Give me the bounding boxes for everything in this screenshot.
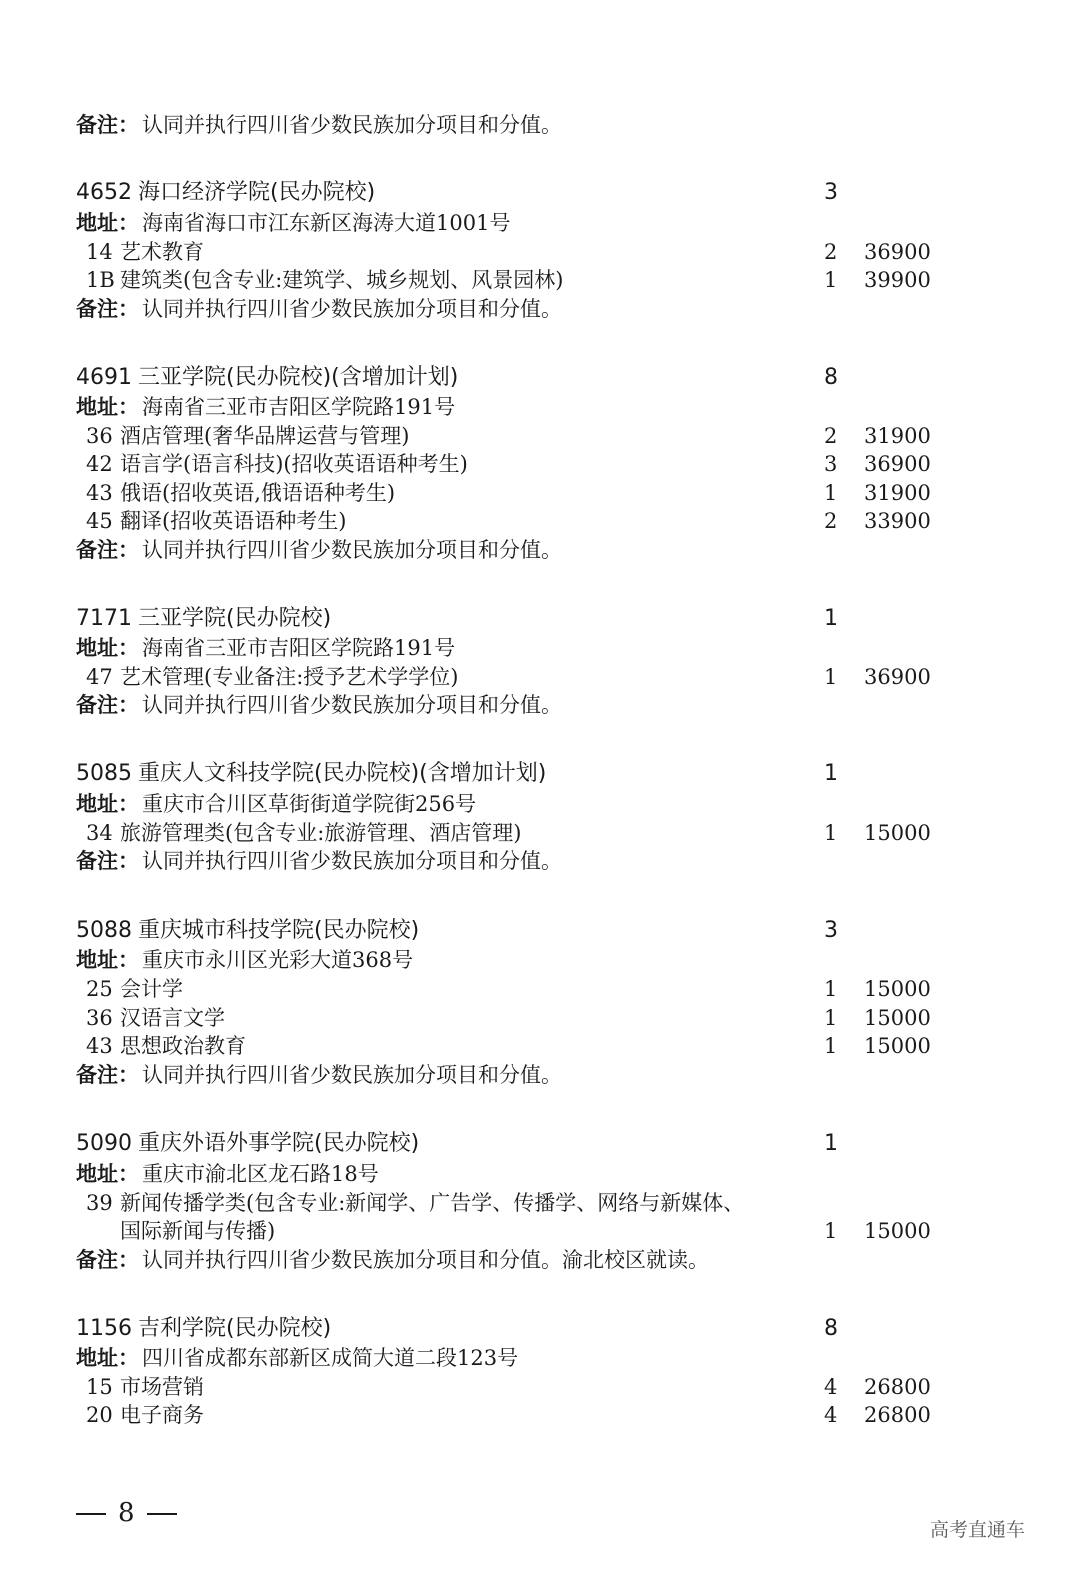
- address-label: 地址：: [76, 1345, 139, 1370]
- school-address: [0, 1159, 1080, 1189]
- major-code: 25: [86, 977, 113, 1001]
- address-text: 重庆市合川区草街街道学院街256号: [142, 792, 477, 816]
- major-tuition: 36900: [864, 665, 931, 689]
- major-code: 34: [86, 821, 113, 845]
- major-row: [0, 974, 1080, 1004]
- school-note: [0, 846, 1080, 876]
- note-text: 认同并执行四川省少数民族加分项目和分值。: [142, 113, 562, 137]
- major-tuition: 36900: [864, 452, 931, 476]
- major-name: 建筑类(包含专业:建筑学、城乡规划、风景园林): [120, 268, 564, 292]
- school-note: [0, 110, 1080, 140]
- major-code: 42: [86, 452, 113, 476]
- school-address: [0, 1343, 1080, 1373]
- major-code: 43: [86, 481, 113, 505]
- major-name: 思想政治教育: [120, 1034, 246, 1058]
- note-text: 认同并执行四川省少数民族加分项目和分值。: [142, 849, 562, 873]
- major-code: 45: [86, 509, 113, 533]
- address-text: 重庆市永川区光彩大道368号: [142, 948, 414, 972]
- note-label: 备注：: [76, 112, 139, 137]
- school-address: [0, 633, 1080, 663]
- major-plan-count: 1: [824, 977, 838, 1001]
- major-tuition: 15000: [864, 1006, 931, 1030]
- school-address: [0, 789, 1080, 819]
- major-plan-count: 1: [824, 481, 838, 505]
- major-name: 市场营销: [120, 1375, 204, 1399]
- school-address: [0, 208, 1080, 238]
- major-code: 39: [86, 1191, 113, 1215]
- major-row: [0, 1216, 1080, 1246]
- major-plan-count: 1: [824, 1034, 838, 1058]
- page-number: [76, 1493, 177, 1533]
- major-code: 20: [86, 1403, 113, 1427]
- major-plan-count: 4: [824, 1403, 838, 1427]
- major-row: [0, 506, 1080, 536]
- major-name: 电子商务: [120, 1403, 204, 1427]
- major-tuition: 15000: [864, 821, 931, 845]
- major-plan-count: 1: [824, 268, 838, 292]
- note-label: 备注：: [76, 537, 139, 562]
- major-row: [0, 1372, 1080, 1402]
- school-header: [0, 1129, 1080, 1159]
- address-label: 地址：: [76, 791, 139, 816]
- major-tuition: 15000: [864, 977, 931, 1001]
- note-text: 认同并执行四川省少数民族加分项目和分值。渝北校区就读。: [142, 1248, 709, 1272]
- school-header: [0, 363, 1080, 393]
- major-plan-count: 2: [824, 240, 838, 264]
- school-plan-count: 1: [824, 761, 838, 786]
- school-plan-count: 8: [824, 1316, 838, 1341]
- school-plan-count: 8: [824, 365, 838, 390]
- address-label: 地址：: [76, 394, 139, 419]
- major-tuition: 15000: [864, 1219, 931, 1243]
- major-code: 14: [86, 240, 113, 264]
- page-number-value: 8: [118, 1498, 135, 1528]
- school-name: 三亚学院(民办院校)(含增加计划): [138, 365, 459, 390]
- major-row: [0, 1188, 1080, 1218]
- note-label: 备注：: [76, 296, 139, 321]
- major-name: 俄语(招收英语,俄语语种考生): [120, 481, 396, 505]
- address-label: 地址：: [76, 635, 139, 660]
- major-plan-count: 3: [824, 452, 838, 476]
- watermark-text: 高考直通车: [930, 1519, 1026, 1541]
- school-code: 5088: [76, 918, 132, 943]
- school-note: [0, 1060, 1080, 1090]
- major-row: [0, 662, 1080, 692]
- school-header: [0, 604, 1080, 634]
- school-code: 5090: [76, 1131, 132, 1156]
- note-label: 备注：: [76, 1247, 139, 1272]
- major-row: [0, 265, 1080, 295]
- major-plan-count: 2: [824, 509, 838, 533]
- school-plan-count: 3: [824, 918, 838, 943]
- major-name: 汉语言文学: [120, 1006, 225, 1030]
- major-name: 酒店管理(奢华品牌运营与管理): [120, 424, 410, 448]
- major-code: 36: [86, 1006, 113, 1030]
- address-label: 地址：: [76, 1161, 139, 1186]
- major-code: 1B: [86, 268, 115, 292]
- school-name: 重庆城市科技学院(民办院校): [138, 918, 420, 943]
- note-text: 认同并执行四川省少数民族加分项目和分值。: [142, 1063, 562, 1087]
- major-plan-count: 4: [824, 1375, 838, 1399]
- major-row: [0, 1003, 1080, 1033]
- major-row: [0, 449, 1080, 479]
- major-plan-count: 1: [824, 665, 838, 689]
- note-label: 备注：: [76, 1062, 139, 1087]
- school-plan-count: 1: [824, 1131, 838, 1156]
- address-text: 海南省三亚市吉阳区学院路191号: [142, 636, 456, 660]
- major-row: [0, 1400, 1080, 1430]
- address-text: 海南省海口市江东新区海涛大道1001号: [142, 211, 511, 235]
- major-row: [0, 478, 1080, 508]
- major-tuition: 31900: [864, 481, 931, 505]
- major-name: 会计学: [120, 977, 183, 1001]
- note-text: 认同并执行四川省少数民族加分项目和分值。: [142, 693, 562, 717]
- school-code: 4691: [76, 365, 132, 390]
- school-note: [0, 1245, 1080, 1275]
- address-label: 地址：: [76, 947, 139, 972]
- major-tuition: 31900: [864, 424, 931, 448]
- major-name: 新闻传播学类(包含专业:新闻学、广告学、传播学、网络与新媒体、: [120, 1191, 745, 1215]
- school-code: 1156: [76, 1316, 132, 1341]
- school-name: 海口经济学院(民办院校): [138, 180, 376, 205]
- major-code: 47: [86, 665, 113, 689]
- major-row: [0, 421, 1080, 451]
- school-code: 7171: [76, 606, 132, 631]
- address-label: 地址：: [76, 210, 139, 235]
- major-code: 43: [86, 1034, 113, 1058]
- school-name: 重庆人文科技学院(民办院校)(含增加计划): [138, 761, 547, 786]
- major-tuition: 33900: [864, 509, 931, 533]
- major-name: 旅游管理类(包含专业:旅游管理、酒店管理): [120, 821, 522, 845]
- major-plan-count: 1: [824, 1219, 838, 1243]
- page-number-dash-left: [76, 1513, 106, 1515]
- school-name: 三亚学院(民办院校): [138, 606, 332, 631]
- school-code: 5085: [76, 761, 132, 786]
- school-header: [0, 1314, 1080, 1344]
- school-header: [0, 916, 1080, 946]
- school-note: [0, 535, 1080, 565]
- major-tuition: 26800: [864, 1375, 931, 1399]
- major-name: 国际新闻与传播): [120, 1219, 276, 1243]
- address-text: 海南省三亚市吉阳区学院路191号: [142, 395, 456, 419]
- major-name: 艺术管理(专业备注:授予艺术学学位): [120, 665, 459, 689]
- major-name: 艺术教育: [120, 240, 204, 264]
- school-address: [0, 945, 1080, 975]
- note-text: 认同并执行四川省少数民族加分项目和分值。: [142, 538, 562, 562]
- major-code: 15: [86, 1375, 113, 1399]
- major-code: 36: [86, 424, 113, 448]
- note-label: 备注：: [76, 692, 139, 717]
- address-text: 四川省成都东部新区成简大道二段123号: [142, 1346, 519, 1370]
- major-name: 语言学(语言科技)(招收英语语种考生): [120, 452, 468, 476]
- major-tuition: 39900: [864, 268, 931, 292]
- school-address: [0, 392, 1080, 422]
- school-name: 重庆外语外事学院(民办院校): [138, 1131, 420, 1156]
- major-plan-count: 2: [824, 424, 838, 448]
- school-plan-count: 3: [824, 180, 838, 205]
- school-note: [0, 690, 1080, 720]
- major-row: [0, 818, 1080, 848]
- school-plan-count: 1: [824, 606, 838, 631]
- major-tuition: 36900: [864, 240, 931, 264]
- major-plan-count: 1: [824, 821, 838, 845]
- note-text: 认同并执行四川省少数民族加分项目和分值。: [142, 297, 562, 321]
- address-text: 重庆市渝北区龙石路18号: [142, 1162, 379, 1186]
- major-name: 翻译(招收英语语种考生): [120, 509, 347, 533]
- school-note: [0, 294, 1080, 324]
- page-number-dash-right: [147, 1513, 177, 1515]
- school-code: 4652: [76, 180, 132, 205]
- major-plan-count: 1: [824, 1006, 838, 1030]
- major-row: [0, 237, 1080, 267]
- school-header: [0, 178, 1080, 208]
- school-header: [0, 759, 1080, 789]
- note-label: 备注：: [76, 848, 139, 873]
- school-name: 吉利学院(民办院校): [138, 1316, 332, 1341]
- major-tuition: 26800: [864, 1403, 931, 1427]
- major-row: [0, 1031, 1080, 1061]
- major-tuition: 15000: [864, 1034, 931, 1058]
